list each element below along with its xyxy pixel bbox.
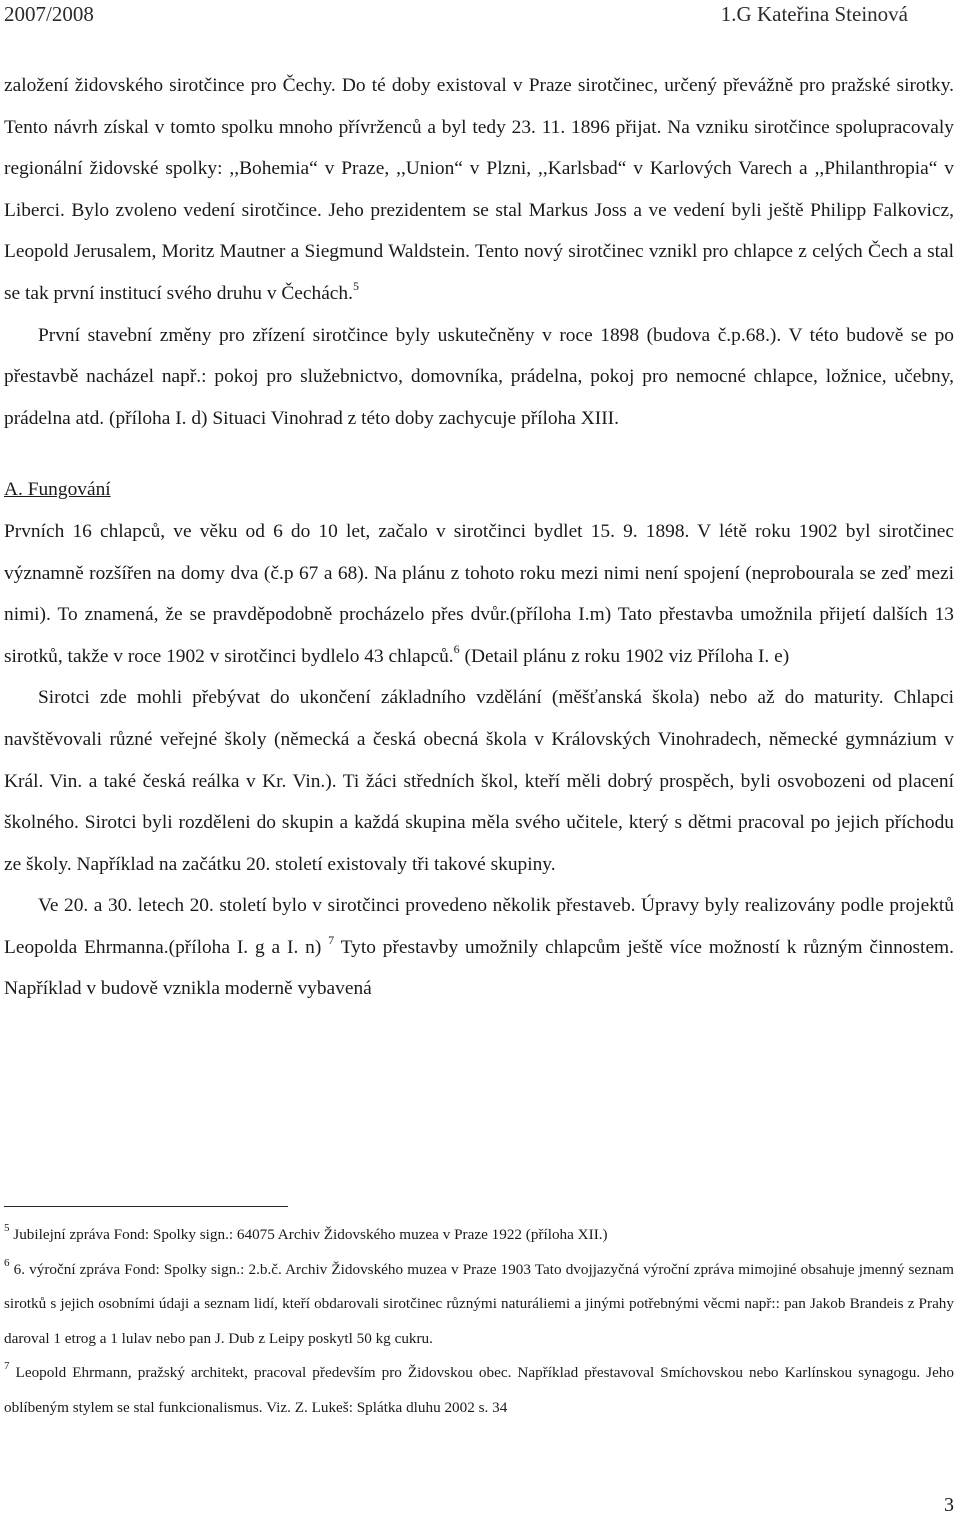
paragraph-schools: Sirotci zde mohli přebývat do ukončení základního vzdělání (měšťanská škola) nebo až do maturity. Chlapci navštěvovali různé veřejné školy (německá a česká obecná škola v Královských Vinohradech, německé gymnázium v Král. Vin. a také česká reálka v Kr. Vin.). Ti žáci středních škol, kteří měli dobrý prospěch, byli osvobozeni od placení školného. Sirotci byli rozděleni do skupin a každá skupina měla svého učitele, který s dětmi pracoval po jejich příchodu ze školy. Například na začátku 20. století existovaly tři takové skupiny.: [4, 687, 954, 875]
footnote-text: 6. výroční zpráva Fond: Spolky sign.: 2.b.č. Archiv Židovského muzea v Praze 1903 Tato dvojjazyčná výroční zpráva mimojiné obsahuje jmenný seznam sirotků s jejich osobními údaji a seznam lidí, kteří obdarovali sirotčinec různými naturáliemi a jinými potřebnými věcmi např:: pan Jakob Brandeis z Prahy daroval 1 etrog a 1 lulav nebo pan J. Dub z Leipy poskytl 50 kg cukru.: [4, 1260, 954, 1347]
footnote-ref-6[interactable]: 6: [453, 641, 460, 656]
page-header: [0, 0, 960, 32]
main-text: [4, 65, 954, 1010]
paragraph-first-boys-tail: (Detail plánu z roku 1902 viz Příloha I. e): [459, 645, 790, 667]
footnote-number: 5: [4, 1222, 10, 1234]
footnote-ref-5[interactable]: 5: [352, 278, 359, 293]
paragraph-reconstructions: [4, 885, 954, 1010]
footnote-text: Leopold Ehrmann, pražský architekt, pracoval především pro Židovskou obec. Například přestavoval Smíchovskou nebo Karlínskou synagogu. Jeho oblíbeným stylem se stal funkcionalismus. Viz. Z. Lukeš: Splátka dluhu 2002 s. 34: [4, 1364, 954, 1416]
paragraph-founding: [4, 65, 954, 315]
header-school-year: 2007/2008: [4, 2, 94, 26]
section-spacer: [4, 439, 954, 469]
footnotes: [4, 1218, 954, 1425]
header-author: 1.G Kateřina Steinová: [720, 2, 908, 26]
paragraph-reconstructions-tail: Tyto přestavby umožnily chlapcům ještě více možností k různým činnostem. Například v budově vznikla moderně vybavená: [4, 936, 954, 1000]
footnote-separator: [4, 1206, 288, 1207]
footnote-7: [4, 1356, 954, 1425]
page-number: 3: [944, 1494, 954, 1516]
footnote-ref-7[interactable]: 7: [328, 932, 335, 947]
paragraph-first-boys-text: Prvních 16 chlapců, ve věku od 6 do 10 let, začalo v sirotčinci bydlet 15. 9. 1898. V létě roku 1902 byl sirotčinec významně rozšířen na domy dva (č.p 67 a 68). Na plánu z tohoto roku mezi nimi není spojení (neprobourala se zeď mezi nimi). To znamená, že se pravděpodobně procházelo přes dvůr.(příloha I.m) Tato přestavba umožnila přijetí dalších 13 sirotků, takže v roce 1902 v sirotčinci bydlelo 43 chlapců.: [4, 520, 954, 667]
section-heading: A. Fungování: [4, 479, 111, 501]
paragraph-founding-text: založení židovského sirotčince pro Čechy. Do té doby existoval v Praze sirotčinec, určený převážně pro pražské sirotky. Tento návrh získal v tomto spolku mnoho přívrženců a byl tedy 23. 11. 1896 přijat. Na vzniku sirotčince spolupracovaly regionální židovské spolky: ,,Bohemia“ v Praze, ,,Union“ v Plzni, ,,Karlsbad“ v Karlových Varech a ,,Philanthropia“ v Liberci. Bylo zvoleno vedení sirotčince. Jeho prezidentem se stal Markus Joss a ve vedení byli ještě Philipp Falkovicz, Leopold Jerusalem, Moritz Mautner a Siegmund Waldstein. Tento nový sirotčinec vznikl pro chlapce z celých Čech a stal se tak první institucí svého druhu v Čechách.: [4, 75, 954, 304]
paragraph-reconstructions-text: Ve 20. a 30. letech 20. století bylo v sirotčinci provedeno několik přestaveb. Úpravy byly realizovány podle projektů Leopolda Ehrmanna.(příloha I. g a I. n): [4, 895, 954, 958]
paragraph-first-boys: [4, 511, 954, 677]
footnote-5: [4, 1218, 954, 1253]
paragraph-building-changes: První stavební změny pro zřízení sirotčince byly uskutečněny v roce 1898 (budova č.p.68.). V této budově se po přestavbě nacházel např.: pokoj pro služebnictvo, domovníka, prádelna, pokoj pro nemocné chlapce, ložnice, učebny, prádelna atd. (příloha I. d) Situaci Vinohrad z této doby zachycuje příloha XIII.: [4, 324, 954, 429]
footnote-number: 6: [4, 1256, 10, 1269]
footnote-text: Jubilejní zpráva Fond: Spolky sign.: 64075 Archiv Židovského muzea v Praze 1922 (příloha XII.): [9, 1226, 608, 1243]
footnote-6: [4, 1253, 954, 1357]
footnote-number: 7: [4, 1360, 10, 1372]
